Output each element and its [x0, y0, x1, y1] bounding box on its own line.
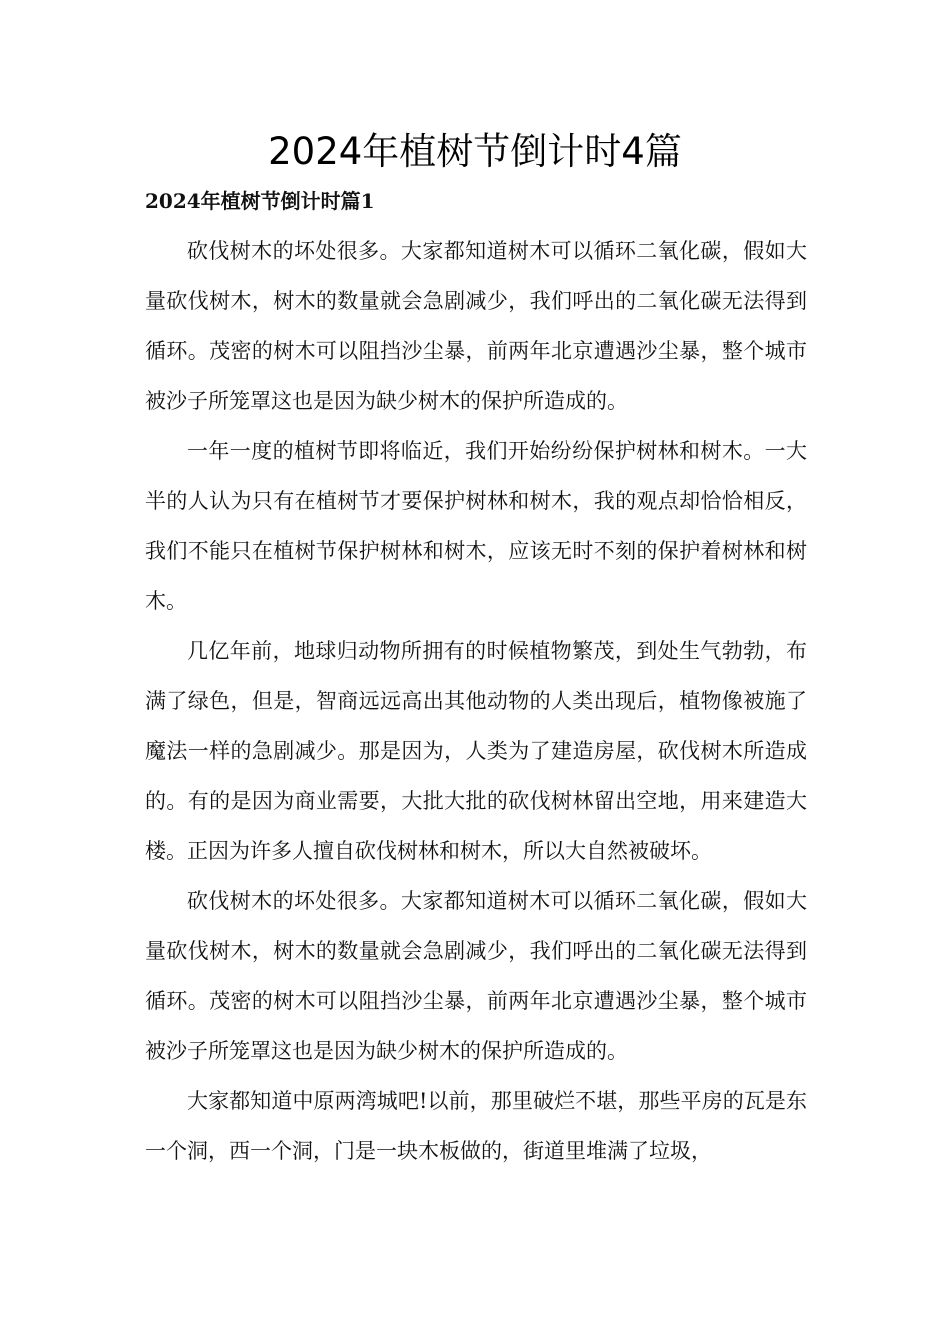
- paragraph: 一年一度的植树节即将临近，我们开始纷纷保护树林和树木。一大半的人认为只有在植树节才要保护树林和树木，我的观点却恰恰相反，我们不能只在植树节保护树林和树木，应该无时不刻的保护着树林和树木。: [145, 439, 807, 613]
- paragraph: 砍伐树木的坏处很多。大家都知道树木可以循环二氧化碳，假如大量砍伐树木，树木的数量就会急剧减少，我们呼出的二氧化碳无法得到循环。茂密的树木可以阻挡沙尘暴，前两年北京遭遇沙尘暴，整个城市被沙子所笼罩这也是因为缺少树木的保护所造成的。: [145, 239, 807, 413]
- section-heading: 2024年植树节倒计时篇1: [145, 189, 375, 213]
- document-body: [145, 226, 807, 1176]
- document-title: 2024年植树节倒计时4篇: [268, 130, 682, 173]
- paragraph: 大家都知道中原两湾城吧!以前，那里破烂不堪，那些平房的瓦是东一个洞，西一个洞，门是一块木板做的，街道里堆满了垃圾，: [145, 1089, 807, 1163]
- paragraph: 砍伐树木的坏处很多。大家都知道树木可以循环二氧化碳，假如大量砍伐树木，树木的数量就会急剧减少，我们呼出的二氧化碳无法得到循环。茂密的树木可以阻挡沙尘暴，前两年北京遭遇沙尘暴，整个城市被沙子所笼罩这也是因为缺少树木的保护所造成的。: [145, 889, 807, 1063]
- paragraph: 几亿年前，地球归动物所拥有的时候植物繁茂，到处生气勃勃，布满了绿色，但是，智商远远高出其他动物的人类出现后，植物像被施了魔法一样的急剧减少。那是因为，人类为了建造房屋，砍伐树木所造成的。有的是因为商业需要，大批大批的砍伐树林留出空地，用来建造大楼。正因为许多人擅自砍伐树林和树木，所以大自然被破坏。: [145, 639, 807, 863]
